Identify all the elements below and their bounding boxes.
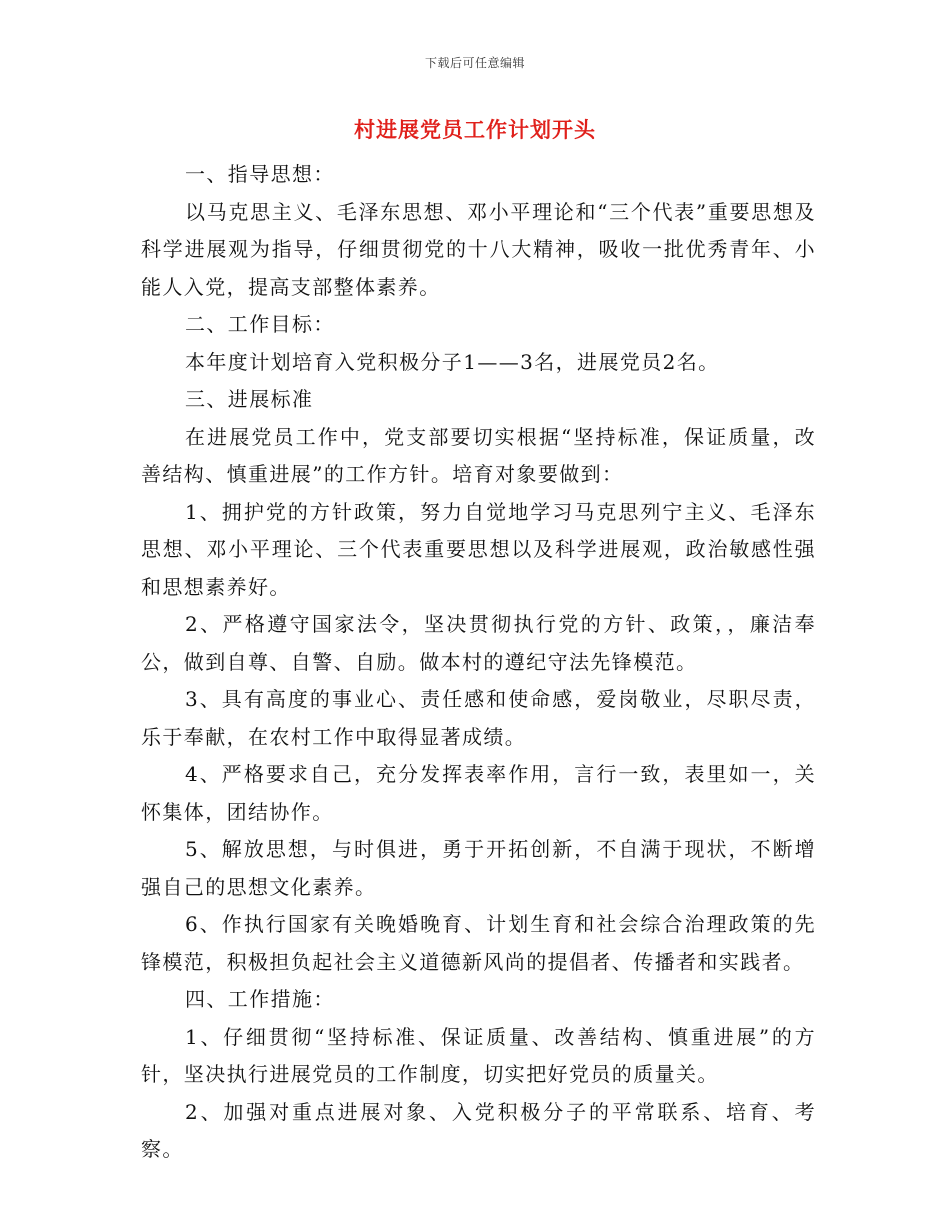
- list-item-standard-3: 3、具有高度的事业心、责任感和使命感，爱岗敬业，尽职尽责，乐于奉献，在农村工作中取得显著成绩。: [141, 687, 816, 749]
- paragraph-work-goals: 本年度计划培育入党积极分子1——3名，进展党员2名。: [185, 349, 720, 374]
- document-body: [141, 156, 816, 1169]
- list-item-measure-1: 1、仔细贯彻“坚持标准、保证质量、改善结构、慎重进展”的方针，坚决执行进展党员的工作制度，切实把好党员的质量关。: [141, 1024, 816, 1086]
- list-item-standard-5: 5、解放思想，与时俱进，勇于开拓创新，不自满于现状，不断增强自己的思想文化素养。: [141, 837, 816, 899]
- list-item-standard-4: 4、严格要求自己，充分发挥表率作用，言行一致，表里如一，关怀集体，团结协作。: [141, 762, 816, 824]
- list-item-standard-2: 2、严格遵守国家法令，坚决贯彻执行党的方针、政策，，廉洁奉公，做到自尊、自警、自励。做本村的遵纪守法先锋模范。: [141, 612, 816, 674]
- document-title: 村进展党员工作计划开头: [354, 118, 596, 142]
- section-heading-standards: 三、进展标准: [185, 387, 314, 411]
- list-item-standard-6: 6、作执行国家有关晚婚晚育、计划生育和社会综合治理政策的先锋模范，积极担负起社会主义道德新风尚的提倡者、传播者和实践者。: [141, 912, 816, 974]
- paragraph-standards-intro: 在进展党员工作中，党支部要切实根据“坚持标准，保证质量，改善结构、慎重进展”的工作方针。培育对象要做到：: [141, 424, 816, 486]
- section-heading-work-goals: 二、工作目标：: [185, 312, 335, 336]
- header-note: 下载后可任意编辑: [424, 56, 525, 70]
- section-heading-guiding-ideology: 一、指导思想：: [185, 162, 335, 186]
- list-item-measure-2: 2、加强对重点进展对象、入党积极分子的平常联系、培育、考察。: [141, 1099, 816, 1161]
- section-heading-work-measures: 四、工作措施：: [185, 987, 335, 1011]
- list-item-standard-1: 1、拥护党的方针政策，努力自觉地学习马克思列宁主义、毛泽东思想、邓小平理论、三个代表重要思想以及科学进展观，政治敏感性强和思想素养好。: [141, 499, 816, 599]
- paragraph-guiding-ideology: 以马克思主义、毛泽东思想、邓小平理论和“三个代表”重要思想及科学进展观为指导，仔细贯彻党的十八大精神，吸收一批优秀青年、小能人入党，提高支部整体素养。: [141, 199, 816, 299]
